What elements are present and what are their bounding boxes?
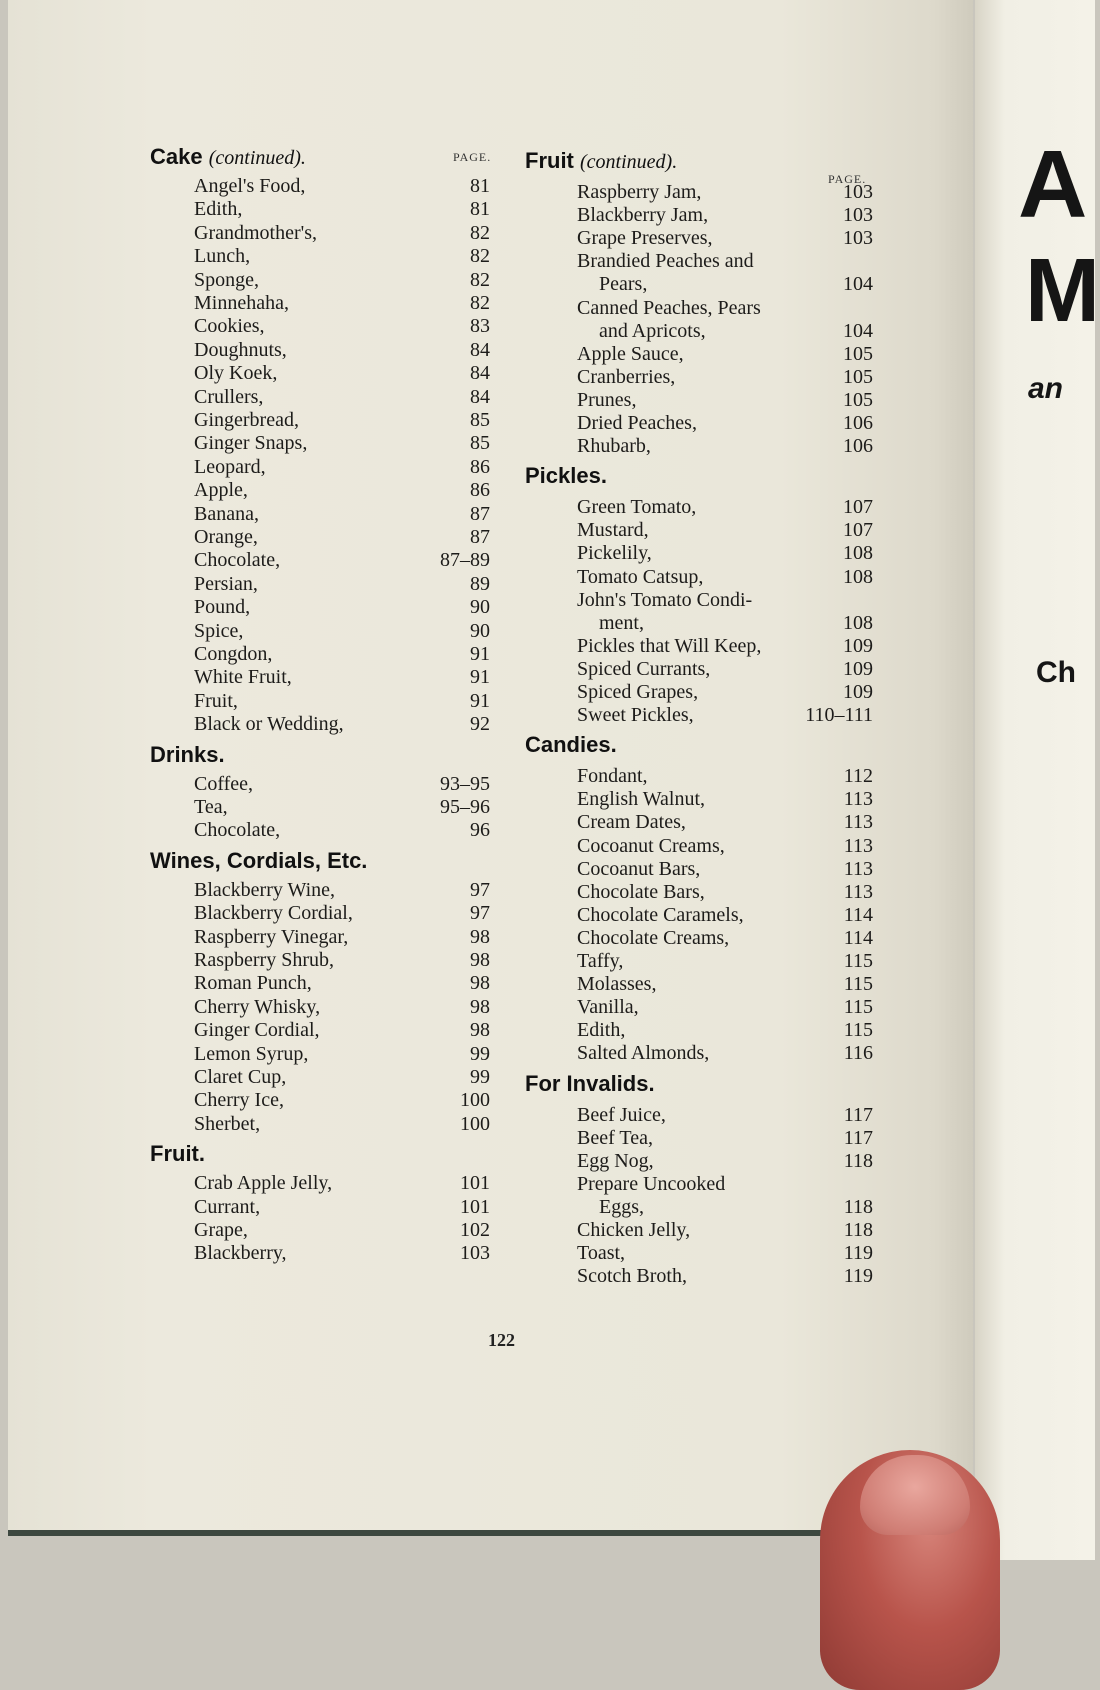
index-entry (577, 926, 873, 950)
entry-page: 109 (843, 681, 873, 703)
index-entry (194, 619, 490, 643)
entry-page: 117 (843, 1103, 873, 1126)
index-entry (194, 1112, 490, 1136)
entry-name: Spiced Currants, (577, 657, 711, 680)
continued-label: (continued). (208, 147, 306, 169)
entry-name: Blackberry Jam, (577, 204, 709, 227)
index-entry (194, 478, 490, 502)
index-entry (577, 434, 873, 458)
index-entry (194, 1171, 490, 1195)
entry-page: 91 (470, 666, 490, 689)
section-heading-text: Wines, Cordials, Etc. (150, 847, 368, 873)
entry-name: Brandied Peaches and (577, 250, 754, 273)
entry-page: 105 (843, 342, 873, 365)
entry-name: Chicken Jelly, (577, 1219, 691, 1241)
index-entry (194, 408, 490, 432)
index-entry (194, 948, 490, 972)
index-entry (577, 634, 873, 658)
index-entry (194, 1218, 490, 1242)
entry-page: 106 (843, 412, 873, 434)
index-entry (194, 1195, 490, 1219)
index-entry (194, 385, 490, 409)
entry-page: 103 (843, 227, 873, 250)
entry-name: Fruit, (194, 689, 238, 712)
index-entry (577, 588, 873, 612)
page-column-label: PAGE. (828, 172, 867, 186)
index-entry (577, 388, 873, 412)
entry-page: 100 (460, 1112, 490, 1135)
entry-page: 98 (470, 995, 490, 1018)
entry-name: Congdon, (194, 643, 273, 665)
entry-page: 91 (470, 643, 490, 665)
entry-name: Salted Almonds, (577, 1042, 710, 1065)
entry-page: 82 (470, 221, 490, 244)
entry-page: 113 (843, 880, 873, 903)
facing-page-letter: an (1028, 372, 1064, 405)
entry-page: 115 (843, 996, 873, 1019)
index-entry (577, 611, 873, 635)
index-entry (194, 595, 490, 619)
entry-name: John's Tomato Condi- (577, 588, 753, 611)
entry-page: 113 (843, 834, 873, 857)
entry-name: Banana, (194, 502, 259, 525)
index-entry (194, 314, 490, 338)
entry-page: 103 (843, 204, 873, 227)
entry-name: Ginger Cordial, (194, 1019, 320, 1042)
entry-page: 115 (843, 973, 873, 996)
entry-name: Tomato Catsup, (577, 565, 704, 588)
entry-name: Claret Cup, (194, 1066, 287, 1088)
entry-name: Prepare Uncooked (577, 1172, 726, 1195)
index-entry (194, 174, 490, 198)
entry-page: 107 (843, 519, 873, 542)
index-entry (577, 296, 873, 320)
index-entry (577, 680, 873, 704)
entry-name: Apple Sauce, (577, 342, 684, 365)
index-entry (194, 455, 490, 479)
index-entry (194, 795, 490, 819)
index-entry (194, 689, 490, 713)
index-entry (194, 361, 490, 385)
entry-page: 119 (843, 1242, 873, 1265)
index-entry (194, 925, 490, 949)
index-entry (577, 1149, 873, 1173)
section-heading-text: Fruit (525, 148, 574, 173)
entry-name: Chocolate, (194, 819, 281, 842)
index-entry (577, 342, 873, 366)
entry-page: 99 (470, 1066, 490, 1088)
entry-page: 108 (843, 565, 873, 588)
index-entry (577, 565, 873, 589)
section-heading (150, 1141, 205, 1167)
index-entry (577, 541, 873, 565)
index-entry (194, 1088, 490, 1112)
entry-page: 83 (470, 315, 490, 338)
index-entry (577, 703, 873, 727)
index-entry (194, 548, 490, 572)
index-entry (194, 1018, 490, 1042)
entry-name: Scotch Broth, (577, 1265, 687, 1288)
entry-name: Cocoanut Bars, (577, 857, 701, 880)
entry-name: Pickelily, (577, 542, 652, 565)
entry-name: Cherry Whisky, (194, 995, 321, 1018)
entry-page: 98 (470, 925, 490, 948)
index-entry (577, 903, 873, 927)
section-heading-text: For Invalids. (525, 1070, 655, 1096)
entry-page: 84 (470, 362, 490, 385)
entry-name: Beef Juice, (577, 1103, 666, 1126)
index-entry (577, 1041, 873, 1065)
entry-name: Rhubarb, (577, 435, 651, 458)
entry-name: Edith, (194, 198, 243, 221)
entry-name: Pears, (599, 273, 648, 296)
entry-name: Chocolate Creams, (577, 926, 730, 949)
index-entry (577, 1241, 873, 1265)
entry-name: ment, (599, 611, 644, 634)
entry-name: Sherbet, (194, 1112, 261, 1135)
section-heading-text: Fruit. (150, 1141, 205, 1167)
entry-name: Vanilla, (577, 996, 639, 1019)
index-entry (194, 197, 490, 221)
section-heading-text: Candies. (525, 732, 617, 758)
entry-name: Eggs, (599, 1195, 644, 1218)
entry-page: 115 (843, 1019, 873, 1042)
index-entry (194, 1241, 490, 1265)
entry-name: Mustard, (577, 519, 649, 542)
entry-name: Chocolate Caramels, (577, 903, 744, 926)
index-entry (577, 880, 873, 904)
entry-page: 93–95 (440, 772, 490, 795)
entry-name: Spice, (194, 619, 244, 642)
entry-page: 82 (470, 292, 490, 314)
entry-name: Doughnuts, (194, 338, 287, 361)
entry-page: 114 (843, 926, 873, 949)
index-entry (577, 1264, 873, 1288)
index-entry (577, 411, 873, 435)
entry-name: Oly Koek, (194, 362, 278, 385)
entry-name: Pickles that Will Keep, (577, 634, 762, 657)
entry-name: Pound, (194, 596, 251, 619)
index-entry (577, 1172, 873, 1196)
index-entry (194, 901, 490, 925)
entry-name: Persian, (194, 572, 258, 595)
entry-page: 101 (460, 1195, 490, 1218)
index-entry (577, 226, 873, 250)
index-entry (194, 642, 490, 666)
entry-name: Black or Wedding, (194, 713, 344, 736)
index-entry (577, 657, 873, 681)
entry-page: 112 (843, 765, 873, 788)
entry-name: Leopard, (194, 455, 266, 478)
index-entry (577, 949, 873, 973)
entry-name: Lunch, (194, 245, 251, 268)
index-entry (194, 268, 490, 292)
entry-page: 104 (843, 319, 873, 342)
entry-name: Fondant, (577, 765, 648, 788)
entry-name: Taffy, (577, 950, 624, 972)
index-entry (577, 1018, 873, 1042)
index-entry (194, 1042, 490, 1066)
entry-name: Raspberry Shrub, (194, 949, 334, 971)
index-entry (194, 971, 490, 995)
entry-name: Minnehaha, (194, 292, 289, 314)
facing-page-letter: M (1025, 241, 1100, 341)
section-heading (525, 1071, 655, 1097)
entry-name: Molasses, (577, 973, 657, 996)
entry-page: 116 (843, 1042, 873, 1065)
entry-page: 90 (470, 619, 490, 642)
entry-page: 81 (470, 198, 490, 221)
entry-name: Egg Nog, (577, 1149, 654, 1172)
index-entry (577, 857, 873, 881)
entry-page: 97 (470, 878, 490, 901)
index-entry (577, 1218, 873, 1242)
index-entry (194, 431, 490, 455)
index-entry (577, 1103, 873, 1127)
entry-name: White Fruit, (194, 666, 292, 689)
index-entry (194, 291, 490, 315)
entry-page: 82 (470, 245, 490, 268)
entry-page: 86 (470, 455, 490, 478)
entry-page: 117 (843, 1126, 873, 1149)
entry-page: 109 (843, 657, 873, 680)
entry-page: 113 (843, 857, 873, 880)
index-entry (194, 772, 490, 796)
entry-page: 118 (843, 1195, 873, 1218)
index-entry (194, 502, 490, 526)
entry-page: 87 (470, 502, 490, 525)
entry-name: Dried Peaches, (577, 412, 697, 434)
entry-page: 107 (843, 496, 873, 519)
entry-name: Beef Tea, (577, 1126, 653, 1149)
index-entry (194, 712, 490, 736)
index-entry (577, 1126, 873, 1150)
entry-page: 100 (460, 1089, 490, 1112)
index-entry (194, 878, 490, 902)
entry-name: Edith, (577, 1019, 626, 1042)
index-entry (194, 818, 490, 842)
entry-page: 86 (470, 479, 490, 502)
entry-page: 98 (470, 972, 490, 995)
entry-page: 118 (843, 1219, 873, 1241)
entry-page: 113 (843, 788, 873, 811)
entry-page: 81 (470, 175, 490, 197)
entry-name: Cookies, (194, 315, 265, 338)
entry-page: 96 (470, 819, 490, 842)
index-entry (194, 572, 490, 596)
entry-page: 89 (470, 572, 490, 595)
entry-name: Raspberry Vinegar, (194, 925, 349, 948)
entry-name: Spiced Grapes, (577, 681, 699, 703)
entry-page: 82 (470, 268, 490, 291)
entry-name: Raspberry Jam, (577, 181, 702, 203)
entry-name: Cranberries, (577, 365, 676, 388)
index-entry (577, 180, 873, 204)
index-entry (577, 249, 873, 273)
entry-name: Tea, (194, 796, 228, 818)
entry-name: Sweet Pickles, (577, 704, 694, 727)
entry-page: 90 (470, 596, 490, 619)
index-entry (577, 834, 873, 858)
entry-page: 87 (470, 526, 490, 548)
entry-name: Currant, (194, 1195, 261, 1218)
entry-page: 99 (470, 1042, 490, 1065)
index-entry (577, 272, 873, 296)
entry-name: Coffee, (194, 772, 254, 795)
entry-name: Chocolate, (194, 549, 281, 572)
index-entry (577, 972, 873, 996)
entry-name: Canned Peaches, Pears (577, 296, 761, 319)
entry-name: Apple, (194, 479, 248, 502)
index-entry (577, 995, 873, 1019)
entry-page: 95–96 (440, 796, 490, 818)
entry-name: Grape, (194, 1219, 248, 1241)
index-entry (577, 787, 873, 811)
entry-page: 108 (843, 611, 873, 634)
section-heading (150, 848, 367, 874)
index-entry (194, 665, 490, 689)
entry-name: Grandmother's, (194, 221, 318, 244)
entry-page: 118 (843, 1149, 873, 1172)
section-heading (150, 742, 225, 768)
entry-page: 105 (843, 365, 873, 388)
facing-page-letter: A (1018, 131, 1088, 238)
index-entry (194, 338, 490, 362)
section-heading (525, 148, 677, 174)
entry-page: 109 (843, 634, 873, 657)
entry-page: 87–89 (440, 549, 490, 572)
entry-page: 92 (470, 713, 490, 736)
entry-page: 114 (843, 903, 873, 926)
facing-page-letter: Ch (1036, 656, 1076, 689)
entry-page: 105 (843, 388, 873, 411)
entry-name: Sponge, (194, 268, 259, 291)
page-number: 122 (488, 1330, 515, 1350)
index-entry (577, 518, 873, 542)
entry-page: 103 (460, 1242, 490, 1265)
entry-page: 98 (470, 949, 490, 971)
entry-page: 103 (843, 181, 873, 203)
entry-page: 108 (843, 542, 873, 565)
entry-name: Crullers, (194, 385, 264, 408)
entry-page: 84 (470, 338, 490, 361)
entry-name: Cream Dates, (577, 811, 686, 834)
page-column-label: PAGE. (453, 150, 492, 164)
entry-page: 98 (470, 1019, 490, 1042)
entry-page: 85 (470, 409, 490, 431)
entry-name: Crab Apple Jelly, (194, 1172, 333, 1195)
index-entry (194, 995, 490, 1019)
index-entry (194, 1065, 490, 1089)
entry-page: 101 (460, 1172, 490, 1195)
entry-page: 110–111 (805, 704, 873, 727)
section-heading (525, 463, 607, 489)
entry-name: Orange, (194, 526, 258, 548)
entry-page: 84 (470, 385, 490, 408)
index-entry (577, 495, 873, 519)
entry-name: Cocoanut Creams, (577, 834, 725, 857)
entry-page: 102 (460, 1219, 490, 1241)
entry-name: Grape Preserves, (577, 227, 713, 250)
index-entry (194, 525, 490, 549)
entry-name: Toast, (577, 1242, 626, 1265)
entry-name: Blackberry Cordial, (194, 902, 353, 925)
entry-name: Cherry Ice, (194, 1089, 284, 1112)
entry-name: and Apricots, (599, 319, 706, 342)
entry-page: 119 (843, 1265, 873, 1288)
entry-page: 91 (470, 689, 490, 712)
entry-page: 85 (470, 432, 490, 455)
index-entry (577, 365, 873, 389)
entry-name: Green Tomato, (577, 496, 697, 519)
entry-name: English Walnut, (577, 788, 706, 811)
entry-name: Ginger Snaps, (194, 432, 308, 455)
entry-name: Gingerbread, (194, 409, 299, 431)
entry-name: Blackberry, (194, 1242, 287, 1265)
index-entry (194, 221, 490, 245)
index-entry (577, 203, 873, 227)
section-heading-text: Pickles. (525, 463, 607, 489)
entry-page: 97 (470, 902, 490, 925)
entry-name: Angel's Food, (194, 175, 306, 197)
index-entry (577, 764, 873, 788)
entry-page: 104 (843, 273, 873, 296)
index-entry (577, 810, 873, 834)
index-entry (577, 319, 873, 343)
index-entry (194, 244, 490, 268)
entry-page: 106 (843, 435, 873, 458)
continued-label: (continued). (580, 151, 678, 173)
section-heading-text: Drinks. (150, 741, 225, 767)
entry-page: 113 (843, 811, 873, 834)
section-heading (525, 732, 617, 758)
index-entry (577, 1195, 873, 1219)
entry-name: Lemon Syrup, (194, 1042, 309, 1065)
entry-page: 115 (843, 950, 873, 972)
entry-name: Roman Punch, (194, 972, 312, 995)
entry-name: Chocolate Bars, (577, 880, 705, 903)
entry-name: Prunes, (577, 388, 637, 411)
section-heading-text: Cake (150, 144, 203, 169)
section-heading (150, 144, 306, 170)
entry-name: Blackberry Wine, (194, 878, 335, 901)
